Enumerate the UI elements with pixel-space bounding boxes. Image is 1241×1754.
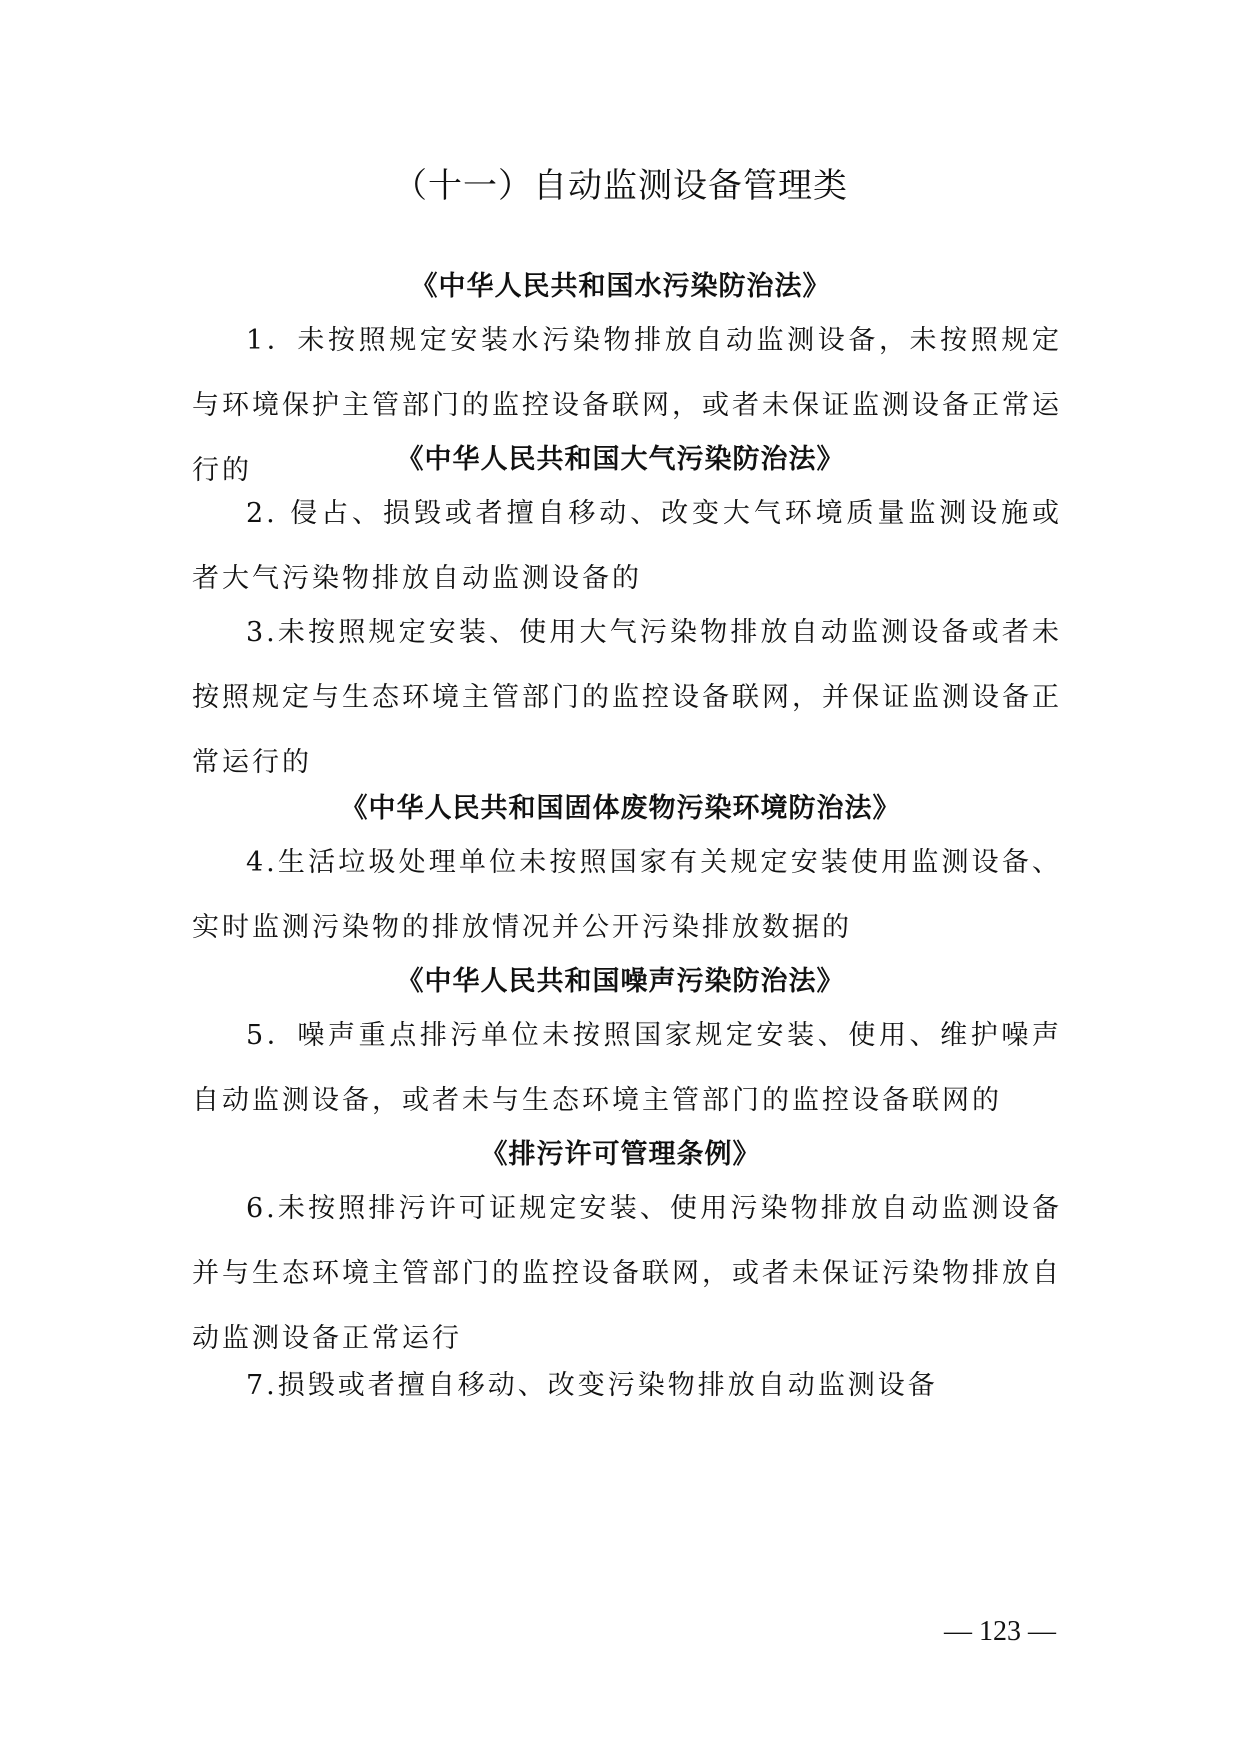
item-7: 7.损毁或者擅自移动、改变污染物排放自动监测设备 [246, 1370, 938, 1401]
law-heading-air: 《中华人民共和国大气污染防治法》 [396, 444, 845, 475]
item-4: 4.生活垃圾处理单位未按照国家有关规定安装使用监测设备、实时监测污染物的排放情况并公开污染排放数据的 [192, 847, 1062, 943]
law-heading-water: 《中华人民共和国水污染防治法》 [410, 271, 831, 302]
page-title: （十一）自动监测设备管理类 [393, 166, 848, 206]
item-6: 6.未按照排污许可证规定安装、使用污染物排放自动监测设备并与生态环境主管部门的监控设备联网，或者未保证污染物排放自动监测设备正常运行 [192, 1193, 1062, 1354]
law-heading-noise: 《中华人民共和国噪声污染防治法》 [396, 966, 845, 997]
item-2: 2. 侵占、损毁或者擅自移动、改变大气环境质量监测设施或者大气污染物排放自动监测设备的 [192, 498, 1062, 594]
page-number: — 123 — [944, 1616, 1056, 1647]
item-5: 5．噪声重点排污单位未按照国家规定安装、使用、维护噪声自动监测设备，或者未与生态环境主管部门的监控设备联网的 [192, 1020, 1062, 1116]
item-1: 1．未按照规定安装水污染物排放自动监测设备，未按照规定与环境保护主管部门的监控设备联网，或者未保证监测设备正常运行的 [192, 325, 1062, 486]
law-heading-permit: 《排污许可管理条例》 [480, 1139, 761, 1170]
item-3: 3.未按照规定安装、使用大气污染物排放自动监测设备或者未按照规定与生态环境主管部门的监控设备联网，并保证监测设备正常运行的 [192, 617, 1062, 778]
law-heading-solid-waste: 《中华人民共和国固体废物污染环境防治法》 [340, 793, 901, 824]
